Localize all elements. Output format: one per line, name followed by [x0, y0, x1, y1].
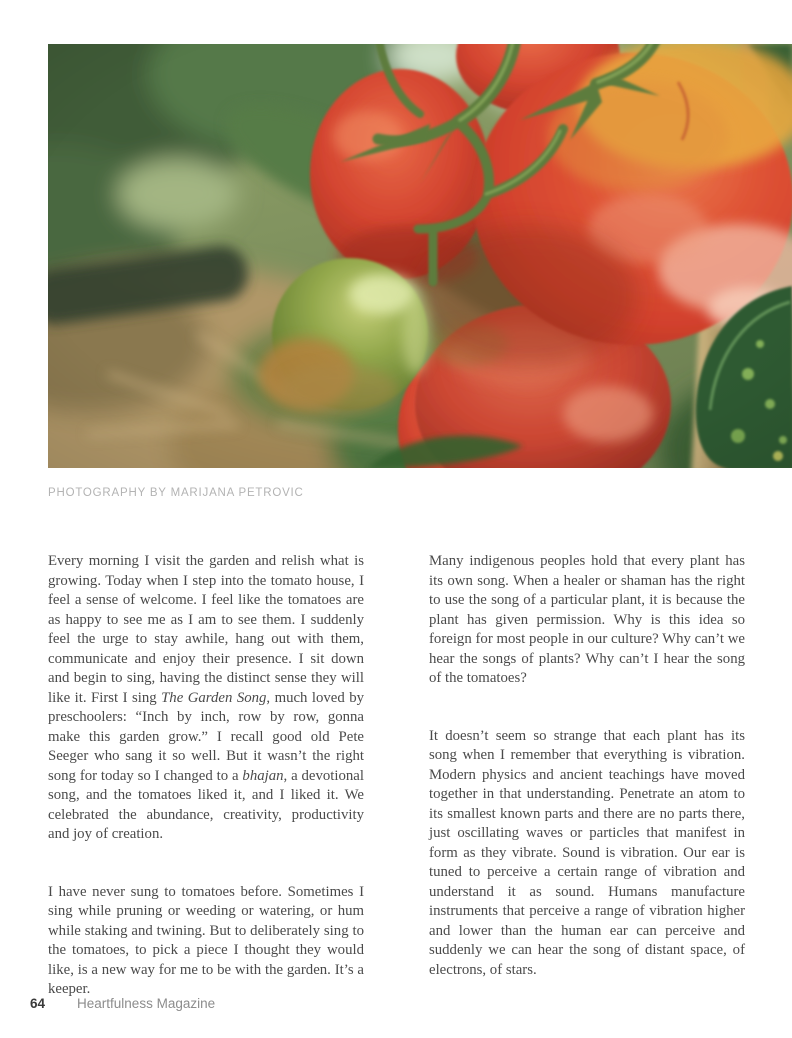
magazine-title: Heartfulness Magazine — [77, 996, 216, 1011]
article-column-right — [429, 552, 745, 1038]
tomato-photo — [48, 44, 792, 468]
paragraph: Every morning I visit the garden and relish what is growing. Today when I step into the tomato house, I feel a sense of welcome. I feel like the tomatoes are as happy to see me as I am to see them. I suddenly feel the urge to stay awhile, hang out with them, communicate and enjoy their presence. I sit down and begin to sing, having the distinct sense they will like it. First I sing The Garden Song, much loved by preschoolers: “Inch by inch, row by row, gonna make this garden grow.” I recall good old Pete Seeger who sang it so well. But it wasn’t the right song for today so I changed to a bhajan, a devotional song, and the tomatoes liked it, and I liked it. We celebrated the abundance, creativity, productivity and joy of creation. — [48, 553, 364, 842]
paragraph: Many indigenous peoples hold that every plant has its own song. When a healer or shaman has the right to use the song of a particular plant, it is because the plant has given permission. Why is this idea so foreign for most people in our culture? Why can’t we hear the songs of plants? Why can’t I hear the song of the tomatoes? — [429, 553, 745, 686]
page-footer — [30, 996, 215, 1011]
article-column-left — [48, 552, 364, 1038]
article-body — [48, 552, 746, 1038]
paragraph: I have never sung to tomatoes before. Sometimes I sing while pruning or weeding or watering, or hum while staking and twining. But to deliberately sing to the tomatoes, to pick a piece I thought they would like, is a new way for me to be with the garden. It’s a keeper. — [48, 883, 364, 997]
page-number: 64 — [30, 996, 46, 1011]
paragraph: It doesn’t seem so strange that each plant has its song when I remember that everything is vibration. Modern physics and ancient teachings have moved together in that understanding. Penetrate an atom to its smallest known parts and there are no parts there, just oscillating waves or particles that manifest in form as they vibrate. Sound is vibration. Our ear is tuned to perceive a certain range of vibration and understand it as sound. Humans manufacture instruments that perceive a range of vibration higher and lower than the human ear can perceive and suddenly we can hear the song of distant space, of electrons, of stars. — [429, 727, 745, 978]
photo-credit: PHOTOGRAPHY BY MARIJANA PETROVIC — [48, 487, 304, 499]
tomato-photo-illustration — [48, 44, 792, 468]
